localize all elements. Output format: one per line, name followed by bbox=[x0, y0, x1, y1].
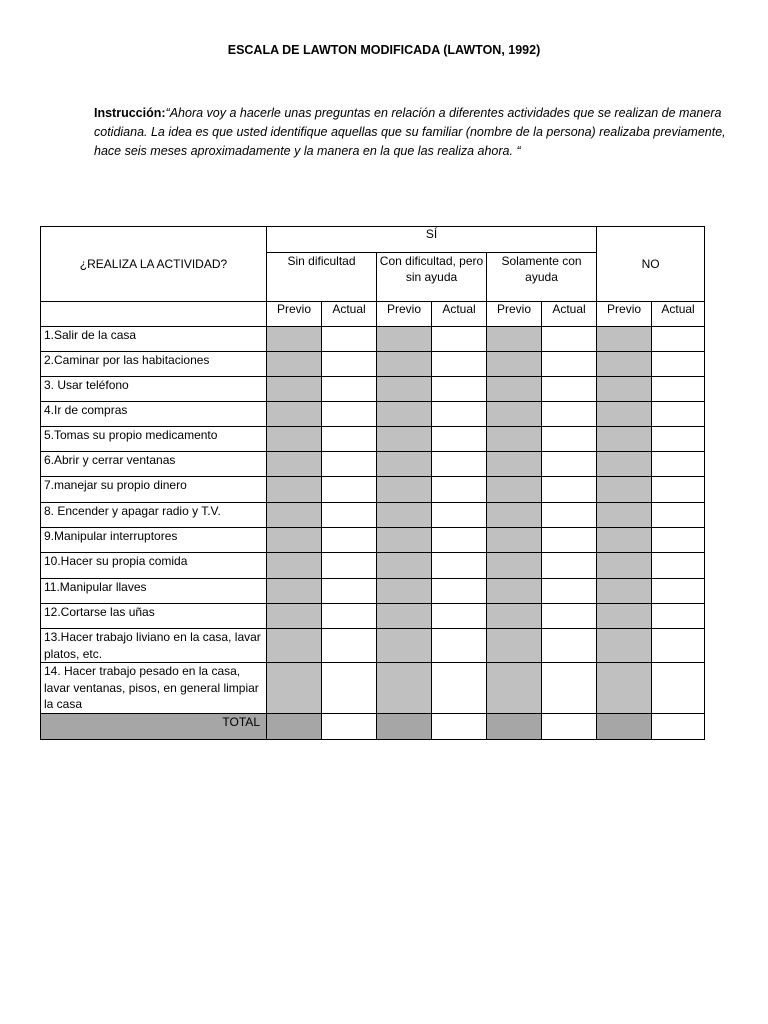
previo-response-cell bbox=[597, 327, 652, 352]
actual-response-cell[interactable] bbox=[542, 427, 597, 452]
actual-response-cell[interactable] bbox=[322, 629, 377, 663]
previo-response-cell bbox=[487, 377, 542, 402]
actual-response-cell[interactable] bbox=[652, 477, 705, 503]
actual-response-cell[interactable] bbox=[432, 327, 487, 352]
actual-response-cell[interactable] bbox=[432, 528, 487, 553]
activity-label: 7.manejar su propio dinero bbox=[41, 477, 267, 503]
previo-response-cell bbox=[487, 427, 542, 452]
previo-response-cell bbox=[487, 452, 542, 477]
actual-response-cell[interactable] bbox=[432, 629, 487, 663]
column-header-actual: Actual bbox=[432, 302, 487, 327]
previo-response-cell bbox=[267, 629, 322, 663]
previo-response-cell bbox=[487, 579, 542, 604]
table-row bbox=[41, 553, 705, 579]
actual-response-cell[interactable] bbox=[542, 452, 597, 477]
actual-response-cell[interactable] bbox=[322, 402, 377, 427]
actual-response-cell[interactable] bbox=[652, 503, 705, 528]
activity-label: 9.Manipular interruptores bbox=[41, 528, 267, 553]
previo-response-cell bbox=[487, 553, 542, 579]
previo-response-cell bbox=[597, 402, 652, 427]
actual-response-cell[interactable] bbox=[542, 553, 597, 579]
activity-label: 13.Hacer trabajo liviano en la casa, lavar platos, etc. bbox=[41, 629, 267, 663]
previo-response-cell bbox=[267, 377, 322, 402]
table-row bbox=[41, 452, 705, 477]
actual-response-cell[interactable] bbox=[322, 503, 377, 528]
si-header: SÍ bbox=[267, 227, 597, 253]
total-actual-cell[interactable] bbox=[652, 713, 705, 739]
actual-response-cell[interactable] bbox=[652, 402, 705, 427]
previo-response-cell bbox=[597, 553, 652, 579]
previo-response-cell bbox=[597, 604, 652, 629]
previo-response-cell bbox=[487, 528, 542, 553]
actual-response-cell[interactable] bbox=[542, 629, 597, 663]
actual-response-cell[interactable] bbox=[652, 352, 705, 377]
previo-response-cell bbox=[267, 327, 322, 352]
previo-response-cell bbox=[377, 579, 432, 604]
lawton-scale-table bbox=[40, 226, 705, 740]
total-actual-cell[interactable] bbox=[542, 713, 597, 739]
actual-response-cell[interactable] bbox=[432, 503, 487, 528]
previo-response-cell bbox=[487, 503, 542, 528]
activity-label: 6.Abrir y cerrar ventanas bbox=[41, 452, 267, 477]
previo-response-cell bbox=[267, 553, 322, 579]
actual-response-cell[interactable] bbox=[542, 503, 597, 528]
previo-response-cell bbox=[487, 352, 542, 377]
previo-response-cell bbox=[597, 663, 652, 714]
activity-label: 4.Ir de compras bbox=[41, 402, 267, 427]
column-header-actual: Actual bbox=[652, 302, 705, 327]
actual-response-cell[interactable] bbox=[652, 327, 705, 352]
activity-label: 12.Cortarse las uñas bbox=[41, 604, 267, 629]
table-row bbox=[41, 503, 705, 528]
previo-response-cell bbox=[487, 477, 542, 503]
actual-response-cell[interactable] bbox=[432, 477, 487, 503]
actual-response-cell[interactable] bbox=[322, 604, 377, 629]
previo-response-cell bbox=[377, 327, 432, 352]
previo-response-cell bbox=[597, 427, 652, 452]
table-row bbox=[41, 629, 705, 663]
previo-response-cell bbox=[597, 579, 652, 604]
total-label: TOTAL bbox=[41, 713, 267, 739]
previo-response-cell bbox=[597, 503, 652, 528]
actual-response-cell[interactable] bbox=[542, 377, 597, 402]
table-row bbox=[41, 377, 705, 402]
actual-response-cell[interactable] bbox=[542, 477, 597, 503]
instruction-paragraph bbox=[94, 104, 734, 161]
actual-response-cell[interactable] bbox=[542, 402, 597, 427]
column-header-previo: Previo bbox=[597, 302, 652, 327]
actual-response-cell[interactable] bbox=[432, 377, 487, 402]
previo-response-cell bbox=[597, 528, 652, 553]
previo-response-cell bbox=[487, 663, 542, 714]
activity-blank-header bbox=[41, 302, 267, 327]
actual-response-cell[interactable] bbox=[432, 402, 487, 427]
activity-label: 3. Usar teléfono bbox=[41, 377, 267, 402]
actual-response-cell[interactable] bbox=[322, 553, 377, 579]
table-row bbox=[41, 427, 705, 452]
group-header-sin-dificultad: Sin dificultad bbox=[267, 253, 377, 302]
previo-response-cell bbox=[487, 402, 542, 427]
actual-response-cell[interactable] bbox=[652, 452, 705, 477]
actual-response-cell[interactable] bbox=[652, 629, 705, 663]
activity-label: 2.Caminar por las habitaciones bbox=[41, 352, 267, 377]
previo-response-cell bbox=[267, 352, 322, 377]
table-row bbox=[41, 604, 705, 629]
column-header-actual: Actual bbox=[542, 302, 597, 327]
column-header-row bbox=[41, 302, 705, 327]
actual-response-cell[interactable] bbox=[432, 452, 487, 477]
previo-response-cell bbox=[377, 452, 432, 477]
actual-response-cell[interactable] bbox=[652, 579, 705, 604]
previo-response-cell bbox=[377, 377, 432, 402]
actual-response-cell[interactable] bbox=[652, 553, 705, 579]
actual-response-cell[interactable] bbox=[322, 377, 377, 402]
page-title: ESCALA DE LAWTON MODIFICADA (LAWTON, 1992) bbox=[227, 43, 541, 57]
actual-response-cell[interactable] bbox=[432, 553, 487, 579]
total-previo-cell bbox=[377, 713, 432, 739]
activity-label: 5.Tomas su propio medicamento bbox=[41, 427, 267, 452]
previo-response-cell bbox=[267, 604, 322, 629]
actual-response-cell[interactable] bbox=[432, 604, 487, 629]
previo-response-cell bbox=[597, 629, 652, 663]
activity-label: 11.Manipular llaves bbox=[41, 579, 267, 604]
actual-response-cell[interactable] bbox=[652, 663, 705, 714]
table-row bbox=[41, 579, 705, 604]
actual-response-cell[interactable] bbox=[322, 528, 377, 553]
actual-response-cell[interactable] bbox=[542, 663, 597, 714]
actual-response-cell[interactable] bbox=[322, 452, 377, 477]
table-row bbox=[41, 327, 705, 352]
previo-response-cell bbox=[377, 553, 432, 579]
total-previo-cell bbox=[487, 713, 542, 739]
activity-label: 8. Encender y apagar radio y T.V. bbox=[41, 503, 267, 528]
actual-response-cell[interactable] bbox=[432, 352, 487, 377]
column-header-previo: Previo bbox=[377, 302, 432, 327]
actual-response-cell[interactable] bbox=[322, 579, 377, 604]
actual-response-cell[interactable] bbox=[432, 427, 487, 452]
activity-label: 10.Hacer su propia comida bbox=[41, 553, 267, 579]
instruction-text: “Ahora voy a hacerle unas preguntas en relación a diferentes actividades que se realizan de manera cotidiana. La idea es que usted identifique aquellas que su familiar (nombre de la persona) realizaba previamente, hace seis meses aproximadamente y la manera en la que las realiza ahora. “ bbox=[94, 106, 726, 158]
previo-response-cell bbox=[267, 427, 322, 452]
activity-header: ¿REALIZA LA ACTIVIDAD? bbox=[41, 227, 267, 302]
previo-response-cell bbox=[377, 629, 432, 663]
actual-response-cell[interactable] bbox=[322, 352, 377, 377]
previo-response-cell bbox=[597, 452, 652, 477]
previo-response-cell bbox=[377, 503, 432, 528]
total-previo-cell bbox=[597, 713, 652, 739]
actual-response-cell[interactable] bbox=[542, 327, 597, 352]
actual-response-cell[interactable] bbox=[322, 327, 377, 352]
table-row bbox=[41, 352, 705, 377]
previo-response-cell bbox=[487, 629, 542, 663]
activity-label: 1.Salir de la casa bbox=[41, 327, 267, 352]
actual-response-cell[interactable] bbox=[322, 477, 377, 503]
total-actual-cell[interactable] bbox=[322, 713, 377, 739]
previo-response-cell bbox=[267, 579, 322, 604]
previo-response-cell bbox=[597, 477, 652, 503]
previo-response-cell bbox=[597, 377, 652, 402]
previo-response-cell bbox=[267, 663, 322, 714]
table-row bbox=[41, 528, 705, 553]
previo-response-cell bbox=[267, 477, 322, 503]
total-actual-cell[interactable] bbox=[432, 713, 487, 739]
actual-response-cell[interactable] bbox=[542, 579, 597, 604]
previo-response-cell bbox=[597, 352, 652, 377]
actual-response-cell[interactable] bbox=[322, 427, 377, 452]
table-row bbox=[41, 402, 705, 427]
previo-response-cell bbox=[377, 427, 432, 452]
actual-response-cell[interactable] bbox=[652, 377, 705, 402]
previo-response-cell bbox=[377, 402, 432, 427]
previo-response-cell bbox=[377, 477, 432, 503]
previo-response-cell bbox=[267, 402, 322, 427]
previo-response-cell bbox=[487, 327, 542, 352]
actual-response-cell[interactable] bbox=[432, 663, 487, 714]
previo-response-cell bbox=[267, 452, 322, 477]
actual-response-cell[interactable] bbox=[322, 663, 377, 714]
previo-response-cell bbox=[377, 352, 432, 377]
column-header-previo: Previo bbox=[267, 302, 322, 327]
instruction-label: Instrucción: bbox=[94, 106, 166, 120]
previo-response-cell bbox=[267, 503, 322, 528]
group-header-solamente-con-ayuda: Solamente con ayuda bbox=[487, 253, 597, 302]
total-row bbox=[41, 713, 705, 739]
actual-response-cell[interactable] bbox=[542, 352, 597, 377]
previo-response-cell bbox=[377, 604, 432, 629]
activity-label: 14. Hacer trabajo pesado en la casa, lavar ventanas, pisos, en general limpiar la casa bbox=[41, 663, 267, 714]
column-header-previo: Previo bbox=[487, 302, 542, 327]
no-header: NO bbox=[597, 227, 705, 302]
previo-response-cell bbox=[487, 604, 542, 629]
column-header-actual: Actual bbox=[322, 302, 377, 327]
group-header-con-dificultad: Con dificultad, pero sin ayuda bbox=[377, 253, 487, 302]
actual-response-cell[interactable] bbox=[652, 528, 705, 553]
actual-response-cell[interactable] bbox=[432, 579, 487, 604]
total-previo-cell bbox=[267, 713, 322, 739]
previo-response-cell bbox=[267, 528, 322, 553]
previo-response-cell bbox=[377, 663, 432, 714]
previo-response-cell bbox=[377, 528, 432, 553]
actual-response-cell[interactable] bbox=[652, 604, 705, 629]
actual-response-cell[interactable] bbox=[542, 528, 597, 553]
table-row bbox=[41, 477, 705, 503]
table-row bbox=[41, 663, 705, 714]
actual-response-cell[interactable] bbox=[542, 604, 597, 629]
actual-response-cell[interactable] bbox=[652, 427, 705, 452]
